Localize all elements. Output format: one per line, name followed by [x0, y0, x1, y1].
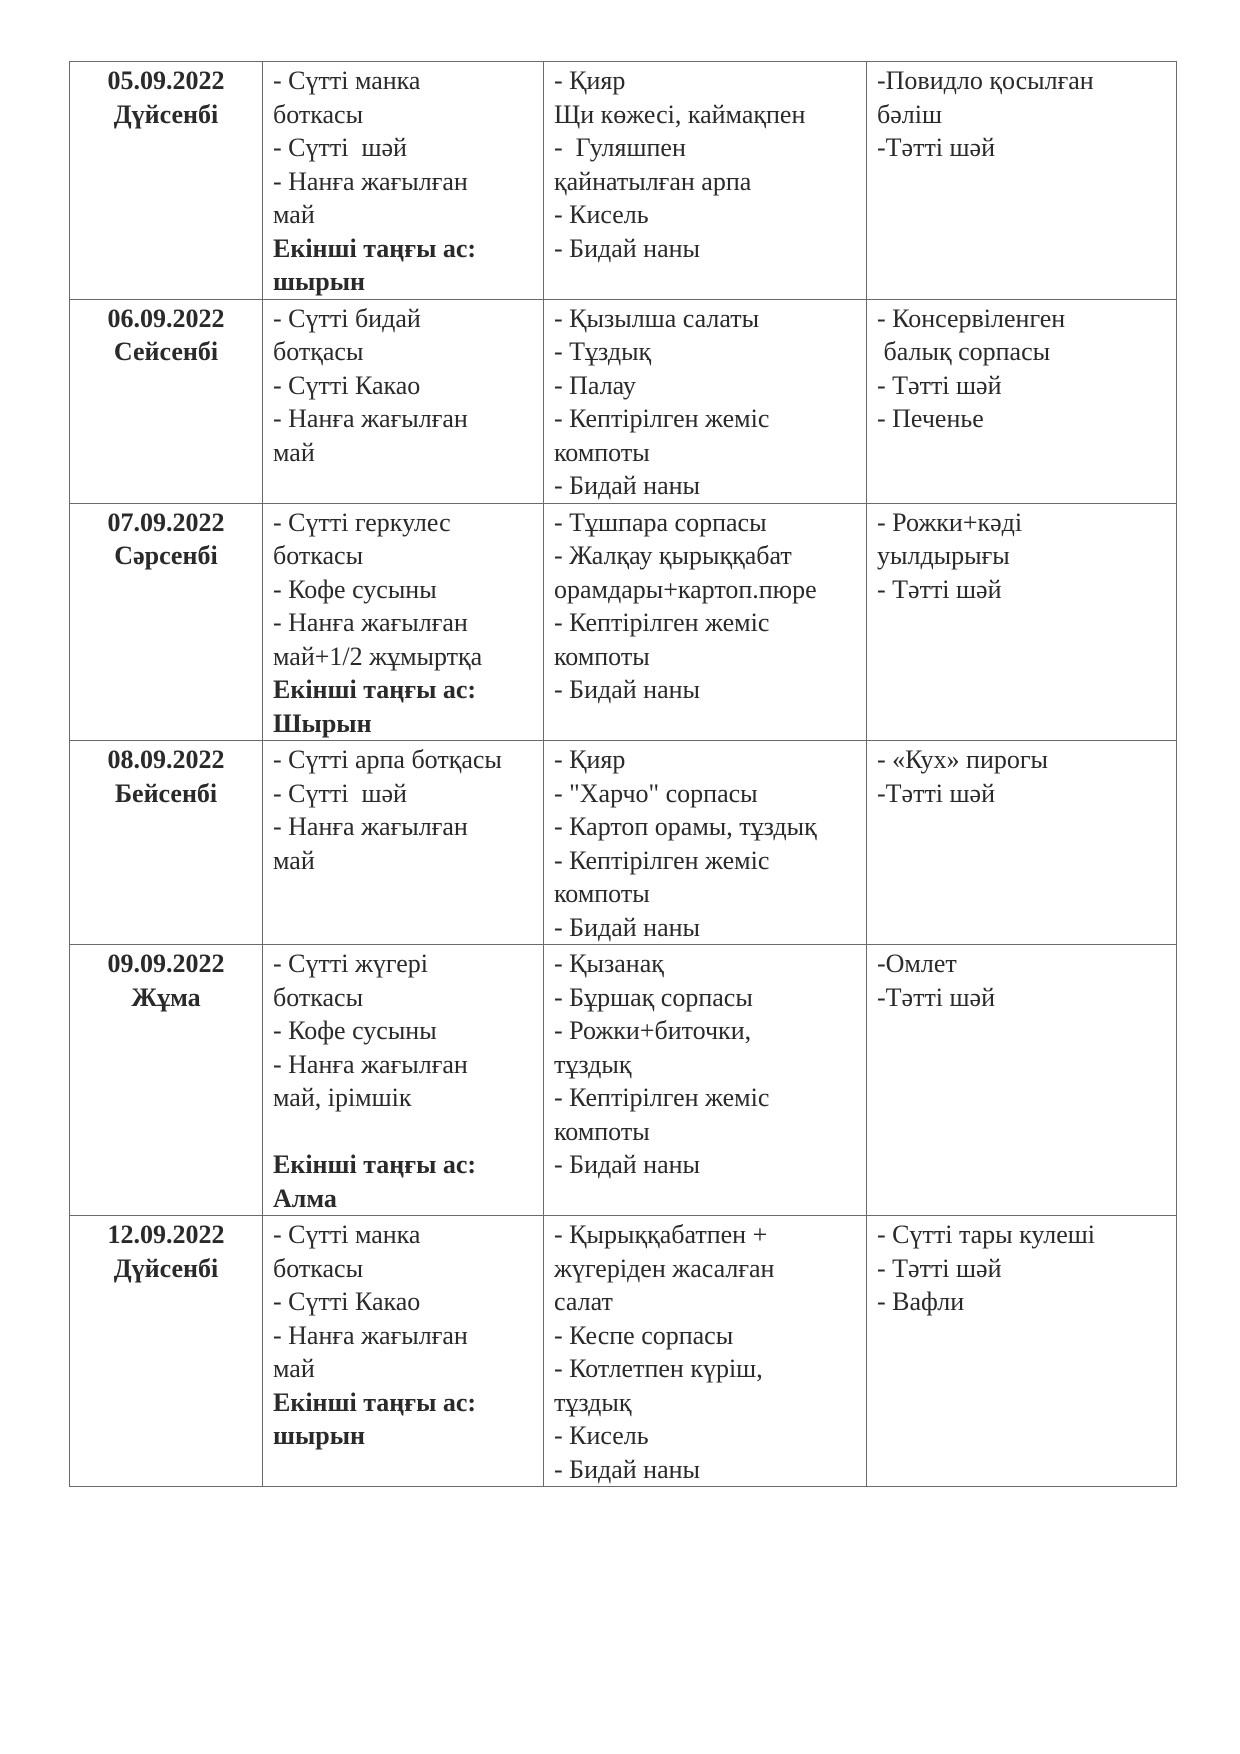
menu-item: - Кисель: [554, 1421, 649, 1450]
second-breakfast-value: шырын: [273, 267, 365, 296]
menu-item: - Нанға жағылған: [273, 1049, 468, 1079]
table-row: [70, 503, 1177, 741]
menu-item: - Гуляшпен: [554, 133, 686, 162]
menu-item: қайнатылған арпа: [554, 166, 752, 196]
menu-item: - Рожки+кәді: [877, 507, 1023, 537]
menu-item: уылдырығы: [877, 541, 1010, 570]
lunch-cell: [544, 945, 867, 1216]
menu-item: - Сүтті манка: [273, 1220, 421, 1249]
weekday-text: Дүйсенбі: [113, 99, 219, 129]
snack-cell: [867, 62, 1177, 300]
menu-item: май: [273, 1354, 315, 1383]
date-cell: [70, 741, 263, 945]
second-breakfast-label: Екінші таңғы ас:: [273, 233, 477, 263]
menu-item: боткасы: [273, 99, 364, 129]
menu-item: - Қызылша салаты: [554, 303, 760, 333]
weekday-text: Бейсенбі: [114, 778, 218, 808]
snack-cell: [867, 945, 1177, 1216]
menu-item: - Тәтті шәй: [877, 574, 1002, 604]
date-text: 06.09.2022: [107, 303, 225, 333]
menu-item: - Нанға жағылған: [273, 1320, 468, 1350]
table-row: [70, 299, 1177, 503]
menu-item: - Сүтті арпа ботқасы: [273, 745, 502, 774]
table-row: [70, 945, 1177, 1216]
menu-item: -Тәтті шәй: [877, 133, 996, 162]
menu-item: - Котлетпен күріш,: [554, 1354, 763, 1383]
menu-item: балық сорпасы: [877, 337, 1051, 366]
second-breakfast-value: шырын: [273, 1421, 365, 1450]
menu-item: - Қияр: [554, 66, 626, 95]
menu-item: - Рожки+биточки,: [554, 1016, 752, 1045]
menu-item: - Нанға жағылған: [273, 812, 468, 841]
menu-item: орамдары+картоп.пюре: [554, 574, 817, 604]
menu-item: боткасы: [273, 982, 364, 1012]
menu-item: - Сүтті манка: [273, 66, 421, 95]
date-cell: [70, 945, 263, 1216]
breakfast-cell: [263, 1216, 544, 1487]
breakfast-cell: [263, 741, 544, 945]
menu-item: - Қызанақ: [554, 949, 664, 978]
lunch-cell: [544, 741, 867, 945]
menu-item: компоты: [554, 641, 650, 671]
menu-item: - Сүтті шәй: [273, 778, 407, 808]
second-breakfast-label: Екінші таңғы ас:: [273, 1387, 477, 1417]
breakfast-cell: [263, 503, 544, 741]
menu-item: - Нанға жағылған: [273, 404, 468, 433]
menu-item: бәліш: [877, 99, 942, 129]
menu-item: май: [273, 845, 315, 875]
menu-item: ботқасы: [273, 337, 364, 366]
menu-item: - Консервіленген: [877, 303, 1066, 333]
menu-item: - Кофе сусыны: [273, 574, 437, 604]
menu-item: - Нанға жағылған: [273, 166, 468, 196]
lunch-cell: [544, 503, 867, 741]
menu-item: - Кептірілген жеміс: [554, 608, 770, 637]
menu-item: - Бидай наны: [554, 912, 701, 942]
menu-item: - Кептірілген жеміс: [554, 1083, 770, 1112]
menu-item: тұздық: [554, 1049, 632, 1079]
menu-item: жүгеріден жасалған: [554, 1253, 775, 1283]
date-text: 08.09.2022: [107, 745, 225, 774]
date-text: 09.09.2022: [107, 949, 225, 978]
menu-item: - Сүтті Какао: [273, 1287, 421, 1316]
menu-item: - «Кух» пирогы: [877, 745, 1049, 774]
table-row: [70, 62, 1177, 300]
menu-item: - Қырыққабатпен +: [554, 1220, 768, 1249]
weekday-text: Дүйсенбі: [113, 1253, 219, 1283]
menu-item: - Кисель: [554, 200, 649, 229]
snack-cell: [867, 503, 1177, 741]
menu-item: компоты: [554, 1116, 650, 1146]
table-row: [70, 741, 1177, 945]
menu-item: - Бидай наны: [554, 1454, 701, 1484]
menu-item: - Сүтті бидай: [273, 303, 421, 333]
second-breakfast-label: Екінші таңғы ас:: [273, 675, 477, 704]
menu-item: - Сүтті геркулес: [273, 507, 451, 537]
menu-item: - Жалқау қырыққабат: [554, 541, 792, 570]
menu-item: - Сүтті жүгері: [273, 949, 428, 978]
menu-item: Щи көжесі, каймақпен: [554, 99, 806, 129]
weekday-text: Сәрсенбі: [114, 541, 218, 570]
menu-item: - Бидай наны: [554, 471, 701, 500]
menu-item: -Омлет: [877, 949, 957, 978]
menu-item: - Кеспе сорпасы: [554, 1320, 734, 1350]
menu-item: - Нанға жағылған: [273, 608, 468, 637]
date-text: 07.09.2022: [107, 507, 225, 537]
menu-item: салат: [554, 1287, 613, 1316]
snack-cell: [867, 741, 1177, 945]
menu-item: - Тәтті шәй: [877, 1253, 1002, 1283]
menu-item: боткасы: [273, 1253, 364, 1283]
menu-item: - Кептірілген жеміс: [554, 845, 770, 875]
menu-item: - Бұршақ сорпасы: [554, 982, 753, 1012]
menu-item: - Бидай наны: [554, 233, 701, 263]
menu-item: май, ірімшік: [273, 1083, 412, 1112]
spacer: [273, 1115, 543, 1149]
menu-item: компоты: [554, 437, 650, 467]
weekday-text: Сейсенбі: [113, 337, 219, 366]
menu-item: тұздық: [554, 1387, 632, 1417]
menu-item: - Сүтті Какао: [273, 370, 421, 400]
date-text: 12.09.2022: [107, 1220, 225, 1249]
menu-item: - Тұздық: [554, 337, 652, 366]
menu-item: май: [273, 437, 315, 467]
menu-item: - Вафли: [877, 1287, 965, 1316]
menu-item: - Печенье: [877, 404, 984, 433]
menu-item: - Бидай наны: [554, 1150, 701, 1179]
menu-item: - Палау: [554, 370, 636, 400]
menu-item: - Қияр: [554, 745, 626, 774]
weekday-text: Жұма: [131, 982, 201, 1012]
second-breakfast-value: Шырын: [273, 708, 372, 738]
menu-item: боткасы: [273, 541, 364, 570]
menu-item: май+1/2 жұмыртқа: [273, 641, 483, 671]
lunch-cell: [544, 299, 867, 503]
date-cell: [70, 1216, 263, 1487]
lunch-cell: [544, 1216, 867, 1487]
second-breakfast-label: Екінші таңғы ас:: [273, 1150, 477, 1179]
menu-item: - Тұшпара сорпасы: [554, 507, 767, 537]
breakfast-cell: [263, 299, 544, 503]
breakfast-cell: [263, 945, 544, 1216]
second-breakfast-value: Алма: [273, 1183, 337, 1213]
menu-item: -Повидло қосылған: [877, 66, 1094, 95]
menu-item: - Кофе сусыны: [273, 1016, 437, 1045]
menu-item: - Тәтті шәй: [877, 370, 1002, 400]
date-cell: [70, 503, 263, 741]
date-text: 05.09.2022: [107, 66, 225, 95]
menu-item: компоты: [554, 879, 650, 908]
date-cell: [70, 299, 263, 503]
breakfast-cell: [263, 62, 544, 300]
date-cell: [70, 62, 263, 300]
lunch-cell: [544, 62, 867, 300]
menu-item: - Сүтті шәй: [273, 133, 407, 162]
snack-cell: [867, 1216, 1177, 1487]
snack-cell: [867, 299, 1177, 503]
menu-item: -Тәтті шәй: [877, 778, 996, 808]
menu-item: - Кептірілген жеміс: [554, 404, 770, 433]
table-row: [70, 1216, 1177, 1487]
menu-item: -Тәтті шәй: [877, 982, 996, 1012]
menu-item: - Картоп орамы, тұздық: [554, 812, 817, 841]
menu-table: [69, 61, 1177, 1487]
menu-item: - "Харчо" сорпасы: [554, 778, 758, 808]
menu-item: - Бидай наны: [554, 675, 701, 704]
menu-item: май: [273, 200, 315, 229]
menu-item: - Сүтті тары кулеші: [877, 1220, 1096, 1249]
